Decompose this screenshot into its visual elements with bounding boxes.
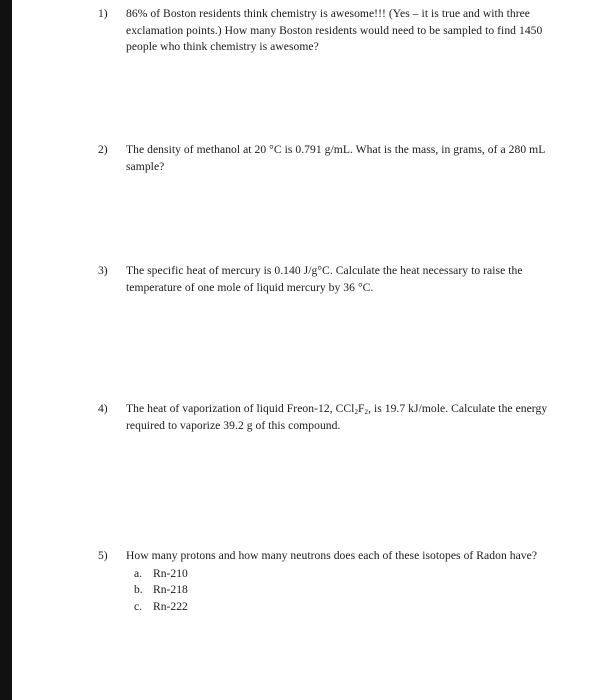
- left-page-edge: [0, 0, 12, 700]
- question-number: 2): [98, 143, 108, 156]
- list-item: a. Rn-210: [134, 566, 188, 580]
- question-number: 1): [98, 7, 108, 20]
- question-3: [98, 263, 568, 296]
- question-text: The density of methanol at 20 °C is 0.791 g/mL. What is the mass, in grams, of a 280 mL sample?: [126, 143, 545, 173]
- worksheet-page: [12, 0, 607, 700]
- list-item: b. Rn-218: [134, 583, 188, 597]
- list-item: c. Rn-222: [134, 600, 188, 614]
- question-text: The specific heat of mercury is 0.140 J/g°C. Calculate the heat necessary to raise the temperature of one mole of liquid mercury by 36 °C.: [126, 264, 523, 294]
- question-number: 3): [98, 264, 108, 277]
- question-2: [98, 142, 568, 175]
- question-text: How many protons and how many neutrons does each of these isotopes of Radon have?: [126, 549, 538, 562]
- question-4: [98, 401, 568, 434]
- question-5: [98, 548, 568, 616]
- question-number: 5): [98, 549, 108, 562]
- question-1: [98, 6, 568, 56]
- question-text: 86% of Boston residents think chemistry is awesome!!! (Yes – it is true and with three exclamation points.) How many Boston residents would need to be sampled to find 1450 people who think chemistry is awesome?: [126, 7, 543, 53]
- question-text: The heat of vaporization of liquid Freon-12, $CCl_2F_2$, is 19.7 kJ/mole. Calculate the energy required to vaporize 39.2 g of this compound.: [126, 402, 548, 432]
- isotope-list: [134, 566, 568, 616]
- question-number: 4): [98, 402, 108, 415]
